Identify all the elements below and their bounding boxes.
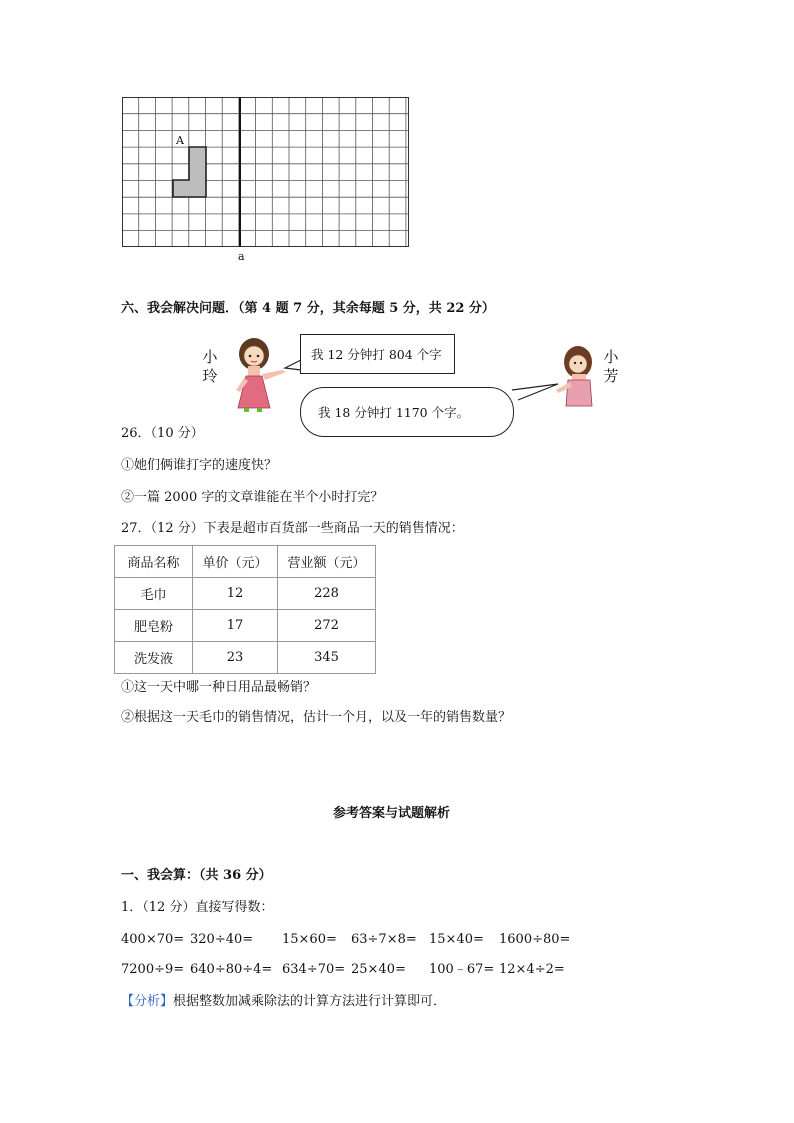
table-cell: 272 bbox=[278, 610, 376, 642]
table-header-cell: 营业额（元） bbox=[278, 546, 376, 578]
calc-item: 634÷70= bbox=[282, 962, 346, 977]
table-cell: 肥皂粉 bbox=[115, 610, 193, 642]
table-header-cell: 商品名称 bbox=[115, 546, 193, 578]
speech-bubble-left bbox=[300, 334, 455, 374]
table-cell: 17 bbox=[193, 610, 278, 642]
q26-sub1: ①她们俩谁打字的速度快？ bbox=[121, 458, 278, 473]
answers-title: 参考答案与试题解析 bbox=[333, 806, 451, 821]
table-cell: 12 bbox=[193, 578, 278, 610]
calc-item: 12×4÷2= bbox=[499, 962, 565, 977]
answers-section1: 一、我会算：（共 36 分） bbox=[121, 868, 272, 883]
bubble-left-text: 我 12 分钟打 804 个字 bbox=[311, 347, 442, 362]
calc-item: 15×60= bbox=[282, 932, 337, 947]
table-cell: 228 bbox=[278, 578, 376, 610]
table-cell: 洗发液 bbox=[115, 642, 193, 674]
q27-sub1: ①这一天中哪一种日用品最畅销？ bbox=[121, 680, 317, 695]
table-cell: 23 bbox=[193, 642, 278, 674]
calc-item: 63÷7×8= bbox=[351, 932, 417, 947]
q26-title: 26．（10 分） bbox=[121, 426, 204, 441]
speech-bubble-right bbox=[300, 387, 514, 437]
calc-row-1 bbox=[0, 931, 794, 949]
shape-a bbox=[173, 147, 206, 197]
point-label: A bbox=[176, 134, 184, 147]
calc-item: 7200÷9= bbox=[121, 962, 185, 977]
table-row bbox=[115, 642, 376, 674]
calc-item: 1600÷80= bbox=[499, 932, 571, 947]
axis-label: a bbox=[238, 250, 245, 263]
table-cell: 毛巾 bbox=[115, 578, 193, 610]
calc-item: 400×70= bbox=[121, 932, 185, 947]
analysis-text: 根据整数加减乘除法的计算方法进行计算即可． bbox=[173, 994, 447, 1009]
table-cell: 345 bbox=[278, 642, 376, 674]
table-row bbox=[115, 578, 376, 610]
table-header-row bbox=[115, 546, 376, 578]
answers-q1: 1．（12 分）直接写得数： bbox=[121, 900, 274, 915]
table-header-cell: 单价（元） bbox=[193, 546, 278, 578]
grid-svg bbox=[122, 97, 409, 247]
girl-right-illustration bbox=[552, 342, 602, 408]
calc-item: 25×40= bbox=[351, 962, 406, 977]
bubble-right-text: 我 18 分钟打 1170 个字。 bbox=[318, 405, 470, 420]
table-row bbox=[115, 610, 376, 642]
symmetry-grid bbox=[122, 97, 409, 247]
analysis-tag: 【分析】 bbox=[121, 994, 174, 1009]
calc-item: 640÷80÷4= bbox=[190, 962, 273, 977]
girl-right-name: 小芳 bbox=[603, 348, 619, 385]
analysis-line bbox=[121, 993, 446, 1011]
calc-row-2 bbox=[0, 961, 794, 979]
girl-left-name: 小玲 bbox=[202, 348, 218, 385]
q27-sub2: ②根据这一天毛巾的销售情况，估计一个月，以及一年的销售数量？ bbox=[121, 710, 512, 725]
calc-item: 100﹣67= bbox=[429, 962, 495, 977]
section-heading: 六、我会解决问题．（第 4 题 7 分，其余每题 5 分，共 22 分） bbox=[121, 301, 495, 316]
q27-title: 27．（12 分）下表是超市百货部一些商品一天的销售情况： bbox=[121, 521, 464, 536]
calc-item: 15×40= bbox=[429, 932, 484, 947]
sales-table bbox=[114, 545, 376, 674]
q26-sub2: ②一篇 2000 字的文章谁能在半个小时打完？ bbox=[121, 490, 384, 505]
calc-item: 320÷40= bbox=[190, 932, 254, 947]
